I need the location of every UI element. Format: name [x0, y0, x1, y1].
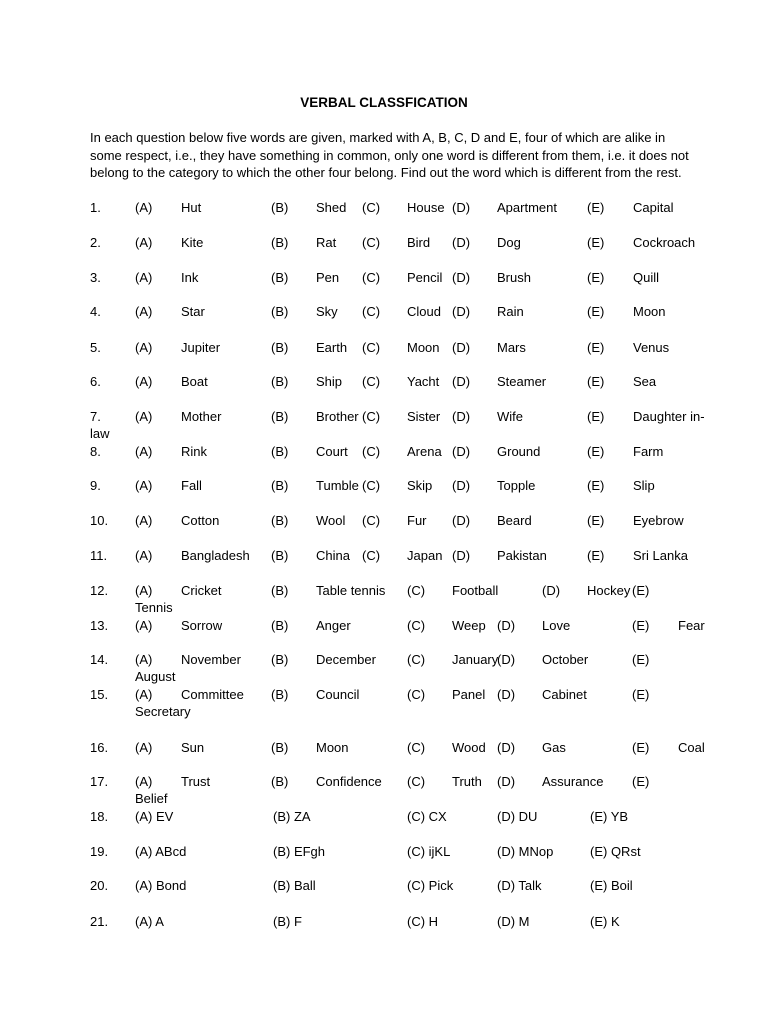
- option-label: (B): [271, 409, 289, 424]
- option-word: Coal: [678, 740, 705, 755]
- option-word: Sister: [407, 409, 441, 424]
- option-label: (B): [271, 548, 289, 563]
- question-row: [0, 914, 768, 948]
- option-label: (D): [497, 652, 516, 667]
- option-word: Truth: [452, 774, 482, 789]
- option-label: (B): [271, 652, 289, 667]
- option-label: (D): [452, 409, 471, 424]
- option-label: (B): [271, 478, 289, 493]
- option-word: Council: [316, 687, 360, 702]
- instructions-paragraph: In each question below five words are given, marked with A, B, C, D and E, four of which are alike in some respect, i.e., they have something in common, only one word is different from them, i.e. it does not belong to the category to which the other four belong. Find out the word which is different from the rest.: [90, 130, 689, 180]
- option-label: (E): [587, 270, 605, 285]
- option-label: (A): [135, 652, 153, 667]
- option-word: Brother: [316, 409, 359, 424]
- question-row: [0, 583, 768, 617]
- option-label: (A): [135, 374, 153, 389]
- option-label: (C): [407, 740, 426, 755]
- option-label: (C): [362, 304, 381, 319]
- option-word: Rain: [497, 304, 524, 319]
- option-word: Wood: [452, 740, 486, 755]
- option-word: Rink: [181, 444, 208, 459]
- option-label: (A): [135, 687, 153, 702]
- option-label: (C): [407, 687, 426, 702]
- option-word: Cabinet: [542, 687, 587, 702]
- question-row: [0, 618, 768, 652]
- option-label: (B): [271, 740, 289, 755]
- option-word: Cricket: [181, 583, 222, 598]
- question-number: 20.: [90, 878, 109, 893]
- question-number: 21.: [90, 914, 109, 929]
- option-word: Steamer: [497, 374, 547, 389]
- question-number: 19.: [90, 844, 109, 859]
- option-label: (A) Bond: [135, 878, 187, 893]
- option-word: Arena: [407, 444, 442, 459]
- option-word: Sorrow: [181, 618, 223, 633]
- option-label: (A): [135, 740, 153, 755]
- option-label: (A): [135, 774, 153, 789]
- option-word: Brush: [497, 270, 531, 285]
- option-word: Fur: [407, 513, 427, 528]
- option-word: Japan: [407, 548, 443, 563]
- option-label: (B): [271, 444, 289, 459]
- question-row: [0, 444, 768, 478]
- question-number: 15.: [90, 687, 109, 702]
- option-word: Weep: [452, 618, 486, 633]
- option-label: (D): [497, 687, 516, 702]
- question-row: [0, 270, 768, 304]
- option-label: (E) QRst: [590, 844, 641, 859]
- option-label: (C): [362, 374, 381, 389]
- question-row: [0, 878, 768, 912]
- option-word: Pen: [316, 270, 340, 285]
- question-number: 5.: [90, 340, 101, 355]
- option-word: Dog: [497, 235, 521, 250]
- question-number: 8.: [90, 444, 101, 459]
- option-label: (E) Boil: [590, 878, 633, 893]
- option-word: Moon: [316, 740, 349, 755]
- option-label: (C): [362, 235, 381, 250]
- option-label: (D): [452, 548, 471, 563]
- option-word: Love: [542, 618, 571, 633]
- option-label: (C) ijKL: [407, 844, 451, 859]
- question-row: [0, 340, 768, 374]
- option-label: (D): [452, 304, 471, 319]
- option-label: (C): [407, 652, 426, 667]
- question-row: [0, 652, 768, 686]
- option-word: Sky: [316, 304, 338, 319]
- option-label: (D) MNop: [497, 844, 554, 859]
- option-word: Daughter in-: [633, 409, 705, 424]
- option-label: (D) M: [497, 914, 530, 929]
- option-label: (C): [362, 513, 381, 528]
- option-label: (A): [135, 618, 153, 633]
- option-label: (E): [587, 304, 605, 319]
- option-word: Mars: [497, 340, 526, 355]
- option-word: Cockroach: [633, 235, 696, 250]
- option-word: November: [181, 652, 241, 667]
- option-label: (A): [135, 235, 153, 250]
- option-label: (B) EFgh: [273, 844, 326, 859]
- option-label: (E): [587, 200, 605, 215]
- option-label: (A) A: [135, 914, 164, 929]
- option-word: China: [316, 548, 350, 563]
- option-label: (B) ZA: [273, 809, 311, 824]
- option-word: Cloud: [407, 304, 441, 319]
- option-label: (D): [452, 478, 471, 493]
- option-label: (C): [407, 774, 426, 789]
- option-word: Sea: [633, 374, 657, 389]
- question-row: [0, 235, 768, 269]
- option-label: (A): [135, 478, 153, 493]
- option-label: (A): [135, 200, 153, 215]
- option-label: (D) Talk: [497, 878, 542, 893]
- option-label: (B): [271, 513, 289, 528]
- option-label: (D): [452, 374, 471, 389]
- option-word: Boat: [181, 374, 208, 389]
- question-row: [0, 774, 768, 808]
- option-label: (C) Pick: [407, 878, 454, 893]
- option-word: Anger: [316, 618, 351, 633]
- option-label: (E): [587, 409, 605, 424]
- option-word: Quill: [633, 270, 660, 285]
- option-label: (E): [632, 687, 650, 702]
- option-label: (D): [497, 774, 516, 789]
- option-label: (A): [135, 340, 153, 355]
- option-word: Hut: [181, 200, 202, 215]
- option-word: Topple: [497, 478, 536, 493]
- option-word: Ground: [497, 444, 541, 459]
- option-label: (D): [497, 740, 516, 755]
- option-label: (E): [587, 340, 605, 355]
- option-label: (E): [587, 548, 605, 563]
- question-number: 17.: [90, 774, 109, 789]
- option-word: Bird: [407, 235, 431, 250]
- option-word: Jupiter: [181, 340, 221, 355]
- option-word: Assurance: [542, 774, 604, 789]
- option-label: (C): [362, 478, 381, 493]
- question-number: 11.: [90, 548, 108, 563]
- option-word: Football: [452, 583, 499, 598]
- question-number: 4.: [90, 304, 101, 319]
- option-word: Earth: [316, 340, 348, 355]
- option-word: Yacht: [407, 374, 440, 389]
- option-label: (B): [271, 235, 289, 250]
- option-word: Kite: [181, 235, 204, 250]
- option-word: Ship: [316, 374, 343, 389]
- question-row: [0, 200, 768, 234]
- option-word: Bangladesh: [181, 548, 250, 563]
- option-label: (D): [452, 235, 471, 250]
- option-label: (D): [452, 513, 471, 528]
- question-row: [0, 844, 768, 878]
- option-word: Sri Lanka: [633, 548, 688, 563]
- option-word: Farm: [633, 444, 664, 459]
- option-word: Beard: [497, 513, 532, 528]
- option-label: (C): [407, 618, 426, 633]
- option-label: (A): [135, 304, 153, 319]
- option-label: (E) K: [590, 914, 620, 929]
- option-label: (E): [632, 618, 650, 633]
- option-label: (D): [497, 618, 516, 633]
- question-number: 2.: [90, 235, 101, 250]
- option-word: Pakistan: [497, 548, 547, 563]
- option-word: Table tennis: [316, 583, 386, 598]
- option-label: (B): [271, 583, 289, 598]
- option-label: (A): [135, 444, 153, 459]
- option-label: (E): [632, 583, 650, 598]
- option-label: (B): [271, 270, 289, 285]
- question-row: [0, 409, 768, 443]
- question-number: 7.: [90, 409, 101, 424]
- document-title: VERBAL CLASSFICATION: [300, 95, 468, 110]
- option-word: Pencil: [407, 270, 443, 285]
- option-label: (D): [542, 583, 561, 598]
- question-number: 1.: [90, 200, 101, 215]
- option-word: Fall: [181, 478, 202, 493]
- option-label: (E): [587, 235, 605, 250]
- option-label: (C): [362, 548, 381, 563]
- option-word: Venus: [633, 340, 670, 355]
- question-row: [0, 687, 768, 721]
- option-label: (E): [632, 740, 650, 755]
- option-word: Ink: [181, 270, 199, 285]
- option-label: (E): [587, 478, 605, 493]
- option-label: (A): [135, 409, 153, 424]
- option-label: (D): [452, 340, 471, 355]
- option-word: Confidence: [316, 774, 382, 789]
- wrapped-option-word: Secretary: [135, 704, 191, 719]
- question-number: 3.: [90, 270, 101, 285]
- question-number: 16.: [90, 740, 109, 755]
- option-word: House: [407, 200, 445, 215]
- option-label: (B): [271, 774, 289, 789]
- option-word: December: [316, 652, 376, 667]
- option-label: (C): [362, 444, 381, 459]
- question-row: [0, 548, 768, 582]
- option-label: (B) Ball: [273, 878, 316, 893]
- question-number: 13.: [90, 618, 109, 633]
- wrapped-option-word: Tennis: [135, 600, 173, 615]
- question-number: 18.: [90, 809, 109, 824]
- question-number: 10.: [90, 513, 109, 528]
- option-word: Moon: [407, 340, 440, 355]
- wrapped-option-word: law: [90, 426, 110, 441]
- question-number: 6.: [90, 374, 101, 389]
- option-label: (D): [452, 270, 471, 285]
- option-label: (D) DU: [497, 809, 538, 824]
- option-word: Mother: [181, 409, 222, 424]
- option-label: (A): [135, 548, 153, 563]
- option-word: October: [542, 652, 589, 667]
- question-row: [0, 304, 768, 338]
- option-word: Star: [181, 304, 205, 319]
- option-word: Court: [316, 444, 348, 459]
- wrapped-option-word: Belief: [135, 791, 168, 806]
- option-label: (B) F: [273, 914, 302, 929]
- option-label: (C): [362, 200, 381, 215]
- option-word: Sun: [181, 740, 205, 755]
- option-label: (B): [271, 200, 289, 215]
- option-label: (E): [632, 652, 650, 667]
- option-label: (E): [587, 374, 605, 389]
- option-label: (C): [362, 409, 381, 424]
- option-word: Trust: [181, 774, 211, 789]
- option-word: Eyebrow: [633, 513, 684, 528]
- option-word: Shed: [316, 200, 347, 215]
- option-word: Skip: [407, 478, 433, 493]
- option-word: Fear: [678, 618, 705, 633]
- option-label: (B): [271, 618, 289, 633]
- option-label: (B): [271, 687, 289, 702]
- option-word: Panel: [452, 687, 486, 702]
- option-label: (A) EV: [135, 809, 174, 824]
- question-row: [0, 478, 768, 512]
- option-label: (B): [271, 340, 289, 355]
- option-label: (E): [587, 513, 605, 528]
- option-word: Wife: [497, 409, 523, 424]
- wrapped-option-word: August: [135, 669, 176, 684]
- question-row: [0, 513, 768, 547]
- question-number: 14.: [90, 652, 109, 667]
- option-word: Cotton: [181, 513, 220, 528]
- question-number: 12.: [90, 583, 109, 598]
- question-number: 9.: [90, 478, 101, 493]
- option-label: (B): [271, 374, 289, 389]
- option-label: (B): [271, 304, 289, 319]
- option-label: (E) YB: [590, 809, 629, 824]
- option-word: Moon: [633, 304, 666, 319]
- option-label: (E): [632, 774, 650, 789]
- option-label: (A): [135, 513, 153, 528]
- question-row: [0, 740, 768, 774]
- option-word: Hockey: [587, 583, 631, 598]
- option-label: (D): [452, 444, 471, 459]
- question-row: [0, 809, 768, 843]
- option-word: Slip: [633, 478, 655, 493]
- option-label: (A) ABcd: [135, 844, 187, 859]
- option-word: Rat: [316, 235, 337, 250]
- option-word: Tumble: [316, 478, 359, 493]
- option-word: January: [452, 652, 499, 667]
- option-label: (E): [587, 444, 605, 459]
- option-label: (C): [407, 583, 426, 598]
- option-word: Capital: [633, 200, 674, 215]
- option-word: Gas: [542, 740, 566, 755]
- option-word: Committee: [181, 687, 244, 702]
- option-label: (C): [362, 340, 381, 355]
- option-label: (D): [452, 200, 471, 215]
- question-row: [0, 374, 768, 408]
- option-label: (A): [135, 270, 153, 285]
- option-label: (C) H: [407, 914, 439, 929]
- option-word: Apartment: [497, 200, 557, 215]
- option-label: (C): [362, 270, 381, 285]
- option-label: (A): [135, 583, 153, 598]
- option-word: Wool: [316, 513, 346, 528]
- option-label: (C) CX: [407, 809, 447, 824]
